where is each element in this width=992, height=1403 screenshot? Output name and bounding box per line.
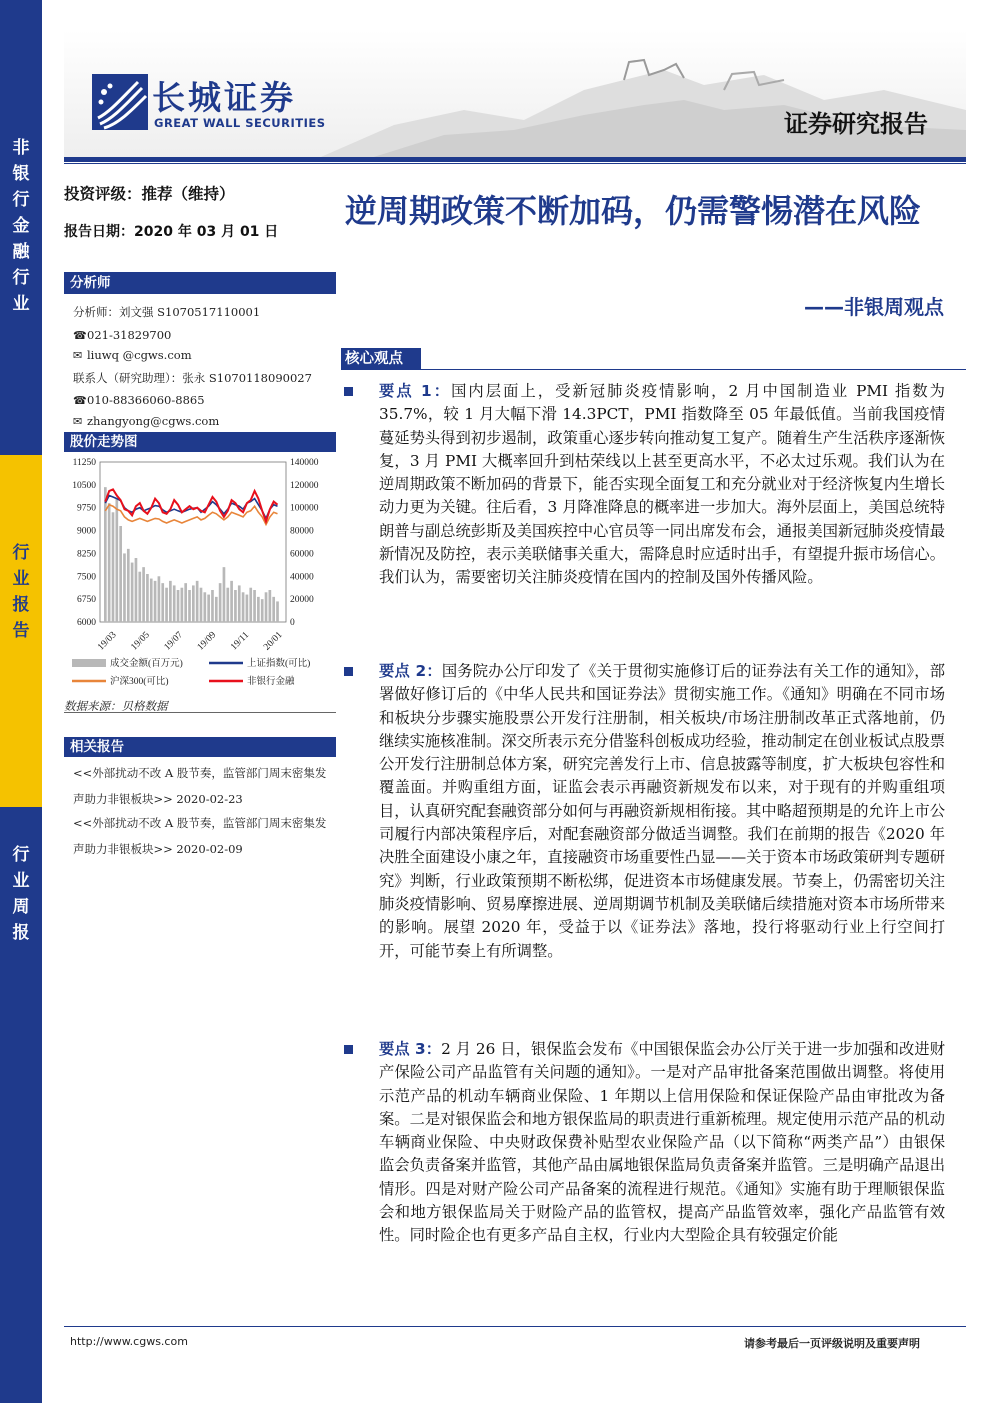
report-title: 逆周期政策不断加码，仍需警惕潜在风险 [345, 192, 922, 230]
header-divider [64, 157, 966, 162]
y-right-tick-label: 140000 [290, 458, 319, 468]
x-tick-label: 19/09 [195, 630, 219, 653]
data-source: 数据来源：贝格数据 [64, 699, 168, 713]
company-logo-icon [92, 74, 148, 130]
volume-bar [138, 572, 141, 622]
volume-bar [112, 512, 115, 622]
legend-swatch [72, 659, 106, 667]
footer-url[interactable]: http://www.cgws.com [70, 1335, 188, 1348]
volume-bar [211, 590, 214, 622]
volume-bar [265, 592, 268, 622]
series-line [105, 489, 277, 521]
footer-divider [64, 1326, 966, 1327]
volume-bar [115, 499, 118, 622]
header-divider-thin [64, 163, 966, 164]
company-name-en: GREAT WALL SECURITIES [154, 116, 326, 130]
price-trend-section-title: 股价走势图 [64, 432, 336, 452]
volume-bar [161, 583, 164, 622]
report-subtitle: ——非银周观点 [804, 295, 944, 319]
investment-rating: 投资评级：推荐（维持） [64, 185, 235, 203]
volume-bar [234, 590, 237, 622]
volume-bar [127, 549, 130, 622]
company-name-cn: 长城证券 [152, 78, 296, 117]
volume-bar [173, 585, 176, 622]
volume-bar [123, 553, 126, 622]
legend-label: 非银行金融 [247, 677, 295, 687]
bullet-icon [344, 667, 353, 676]
x-tick-label: 20/01 [262, 630, 285, 653]
assistant-email[interactable]: ✉ zhangyong@cgws.com [73, 414, 220, 428]
key-point-3: 要点 3：2 月 26 日，银保监会发布《中国银保监会办公厅关于进一步加强和改进财产保险公司产品监管有关问题的通知》。一是对产品审批备案范围做出调整。将使用示范产品的机动车辆商业保险、1 年期以上信用保险和保证保险产品由审批改为备案。二是对银保监会和地方银保监局的职责进行重新梳理。规定使用示范产品的机动车辆商业保险、中央财政保费补贴型农业保险产品（以下简称“两类产品”）由银保监会负责备案并监管，其他产品由属地银保监局负责备案并监管。三是明确产品退出情形。四是对财产险公司产品备案的流程进行规范。《通知》实施有助于理顺银保监会和地方银保监局关于财险产品的监管权，提高产品监管效率，强化产品监管有效性。同时险企也有更多产品自主权，行业内大型险企具有较强定价能 [379, 1040, 945, 1245]
analyst-name: 分析师：刘文强 S1070517110001 [73, 305, 261, 319]
volume-bar [249, 588, 252, 622]
y-right-tick-label: 80000 [290, 526, 314, 537]
volume-bar [200, 588, 203, 622]
volume-bar [184, 583, 187, 622]
bullet-icon [344, 387, 353, 396]
volume-bar [246, 595, 249, 622]
y-left-tick-label: 8250 [77, 549, 96, 560]
volume-bar [226, 588, 229, 622]
sidebar-industry-label: 非 银 行 金 融 行 业 [12, 138, 30, 314]
core-view-divider [341, 369, 966, 370]
volume-bar [177, 590, 180, 622]
y-left-tick-label: 10500 [72, 480, 96, 491]
legend-label: 上证指数(可比) [247, 659, 311, 669]
email-icon: ✉ [73, 415, 83, 428]
y-right-tick-label: 60000 [290, 549, 314, 560]
assistant-phone: ☎010-88366060-8865 [73, 393, 205, 407]
y-right-tick-label: 100000 [290, 503, 319, 514]
left-sidebar [0, 0, 42, 1403]
x-tick-label: 19/03 [96, 630, 119, 653]
y-left-tick-label: 6750 [77, 595, 96, 606]
related-reports-section-title: 相关报告 [64, 737, 336, 757]
volume-bar [207, 595, 210, 622]
volume-bar [119, 526, 122, 622]
y-right-tick-label: 20000 [290, 595, 314, 606]
y-left-tick-label: 7500 [77, 572, 96, 583]
volume-bar [261, 599, 264, 622]
page-header [64, 30, 966, 160]
analyst-phone: ☎021-31829700 [73, 328, 172, 342]
volume-bar [104, 487, 107, 622]
bullet-icon [344, 1045, 353, 1054]
volume-bar [257, 597, 260, 622]
volume-bar [272, 597, 275, 622]
y-left-tick-label: 11250 [72, 458, 96, 468]
volume-bar [230, 581, 233, 622]
phone-icon: ☎ [73, 329, 87, 342]
volume-bar [269, 590, 272, 622]
key-point-2: 要点 2：国务院办公厅印发了《关于贯彻实施修订后的证券法有关工作的通知》，部署做好修订后的《中华人民共和国证券法》贯彻实施工作。《通知》明确在不同市场和板块分步骤实施股票公开发行注册制，相关板块/市场注册制改革正式落地前，仍继续实施核准制。深交所表示充分借鉴科创板成功经验，推动制定在创业板试点股票公开发行注册制总体方案，研究完善发行上市、信息披露等制度，扩大板块包容性和覆盖面。并购重组方面，证监会表示再融资新规发布以来，对于现有的并购重组项目，认真研究配套融资部分如何与再融资新规相衔接。其中略超预期是的允许上市公司履行内部决策程序后，对配套融资部分做适当调整。我们在前期的报告《2020 年决胜全面建设小康之年，直接融资市场重要性凸显——关于资本市场政策研判专题研究》判断，行业政策预期不断松绑，促进资本市场健康发展。节奏上，仍需密切关注肺炎疫情影响、贸易摩擦进展、逆周期调节机制及美联储后续措施对资本市场所带来的影响。展望 2020 年，受益于以《证券法》落地，投行将驱动行业上行空间打开，可能节奏上有所调整。 [379, 662, 945, 960]
core-view-section-title: 核心观点 [341, 348, 421, 370]
volume-bar [142, 567, 145, 622]
report-date: 报告日期：2020 年 03 月 01 日 [64, 224, 279, 240]
volume-bar [135, 558, 138, 622]
volume-bar [146, 574, 149, 622]
y-right-tick-label: 40000 [290, 572, 314, 583]
related-report-item[interactable]: <<外部扰动不改 A 股节奏，监管部门周末密集发声助力非银板块>> 2020-02-09 [73, 816, 327, 856]
volume-bar [108, 503, 111, 622]
legend-label: 成交金额(百万元) [110, 659, 183, 669]
volume-bar [253, 590, 256, 622]
volume-bar [238, 585, 241, 622]
report-type: 证券研究报告 [784, 110, 928, 138]
volume-bar [196, 581, 199, 622]
volume-bar [215, 597, 218, 622]
volume-bar [158, 576, 161, 622]
key-point-1: 要点 1：国内层面上，受新冠肺炎疫情影响，2 月中国制造业 PMI 指数为 35.7%，较 1 月大幅下滑 14.3PCT，PMI 指数降至 05 年最低值。当前我国疫情蔓延势头得到初步遏制，政策重心逐步转向推动复工复产。随着生产生活秩序逐渐恢复，3 月 PMI 大概率回升到枯荣线以上甚至更高水平，不必太过乐观。我们认为在逆周期政策不断加码的背景下，能否实现全面复工和充分就业对于经济恢复内生增长动力更为关键。往后看，3 月降准降息的概率进一步加大。海外层面上，美国总统特朗普与副总统彭斯及美国疾控中心官员等一同出席发布会，通报美国新冠肺炎疫情最新情况及防控，表示美联储事关重大，需降息时应适时出手，有望提升振市场信心。我们认为，需要密切关注肺炎疫情在国内的控制及国外传播风险。 [379, 382, 945, 587]
volume-bar [131, 563, 134, 622]
volume-bar [192, 585, 195, 622]
x-tick-label: 19/05 [129, 630, 152, 653]
x-tick-label: 19/11 [229, 630, 252, 653]
price-trend-chart [64, 452, 336, 697]
phone-icon: ☎ [73, 394, 87, 407]
analyst-section-title: 分析师 [64, 272, 336, 294]
volume-bar [150, 579, 153, 622]
volume-bar [154, 581, 157, 622]
volume-bar [223, 567, 226, 622]
volume-bar [276, 601, 279, 622]
volume-bar [203, 592, 206, 622]
legend-label: 沪深300(可比) [110, 677, 169, 687]
volume-bar [169, 581, 172, 622]
price-trend-svg [64, 452, 336, 697]
y-left-tick-label: 9000 [77, 526, 96, 537]
y-right-tick-label: 120000 [290, 480, 319, 491]
volume-bar [181, 588, 184, 622]
volume-bar [188, 590, 191, 622]
volume-bar [165, 588, 168, 622]
volume-bar [242, 592, 245, 622]
y-right-tick-label: 0 [290, 618, 295, 628]
y-left-tick-label: 6000 [77, 618, 96, 628]
analyst-email[interactable]: ✉ liuwq @cgws.com [73, 348, 192, 362]
assistant-name: 联系人（研究助理）：张永 S1070118090027 [73, 371, 312, 385]
volume-bar [219, 583, 222, 622]
sidebar-report-label: 行 业 报 告 [12, 543, 30, 641]
email-icon: ✉ [73, 349, 83, 362]
related-report-item[interactable]: <<外部扰动不改 A 股节奏，监管部门周末密集发声助力非银板块>> 2020-02-23 [73, 766, 327, 806]
footer-disclaimer: 请参考最后一页评级说明及重要声明 [744, 1337, 920, 1350]
y-left-tick-label: 9750 [77, 503, 96, 514]
sidebar-weekly-label: 行 业 周 报 [12, 845, 30, 943]
x-tick-label: 19/07 [162, 630, 186, 653]
